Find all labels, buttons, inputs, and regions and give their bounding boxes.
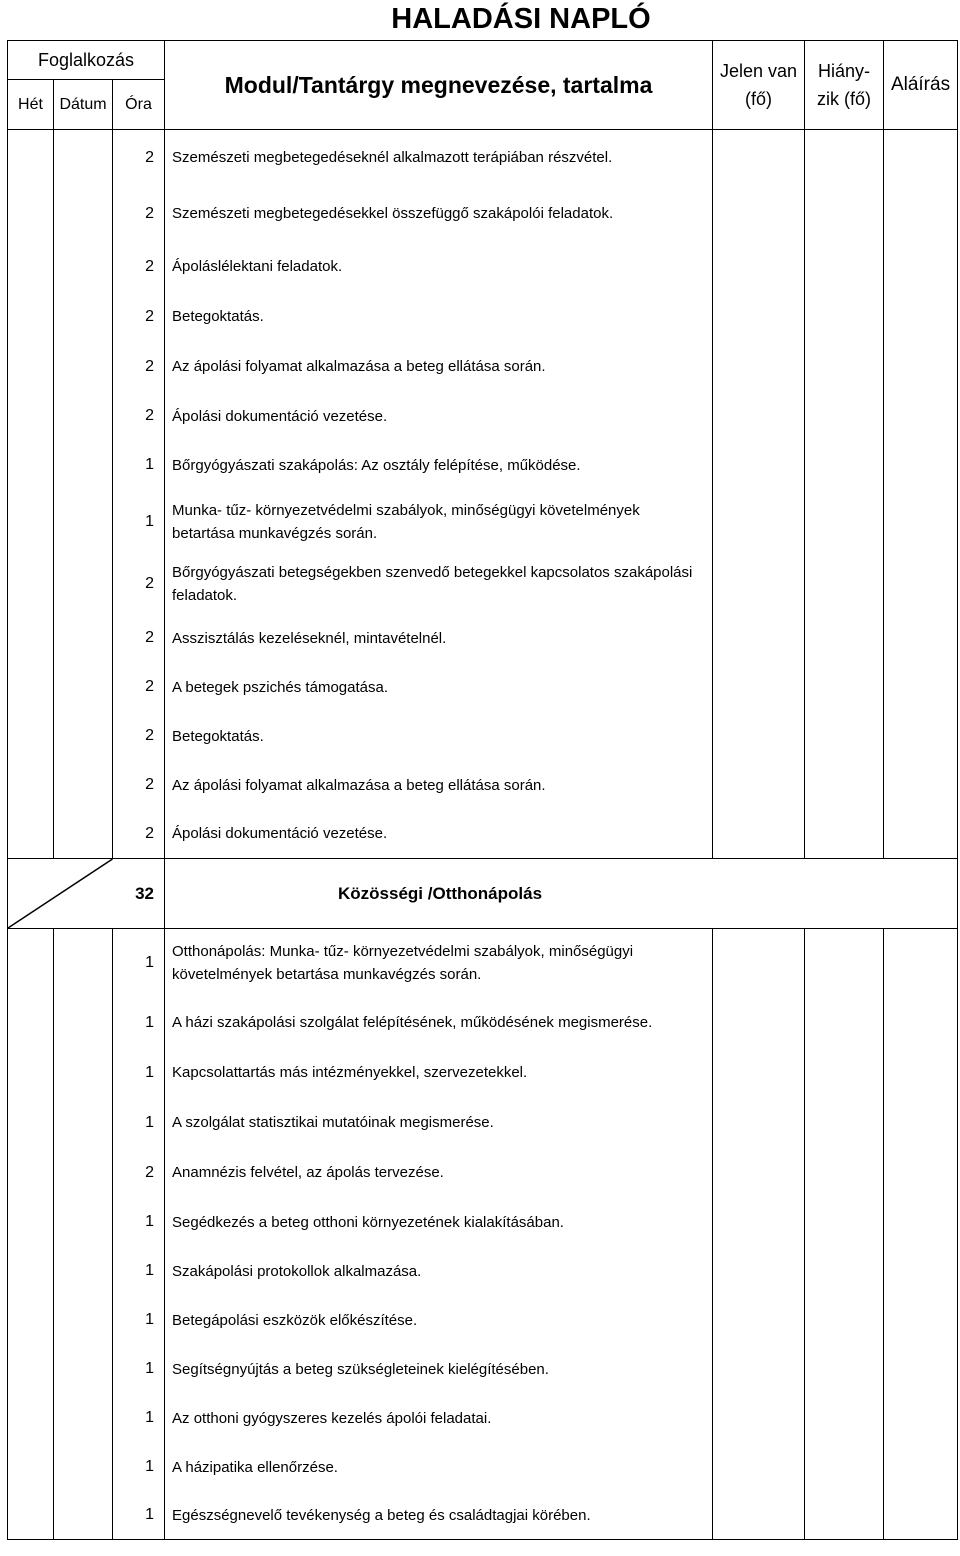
het-cell[interactable] — [8, 1345, 54, 1394]
alairas-cell[interactable] — [884, 614, 958, 663]
het-cell[interactable] — [8, 810, 54, 859]
hours-cell: 2 — [113, 761, 165, 810]
topic-cell: A betegek pszichés támogatása. — [165, 663, 713, 712]
table-row — [8, 186, 958, 242]
hiany-cell[interactable] — [805, 663, 884, 712]
topic-cell: Ápoláslélektani feladatok. — [165, 242, 713, 292]
hours-cell: 1 — [113, 441, 165, 490]
diagonal-line-icon — [8, 859, 113, 928]
hours-cell: 1 — [113, 1098, 165, 1148]
hiany-cell[interactable] — [805, 1148, 884, 1198]
hours-cell: 1 — [113, 1394, 165, 1443]
table-row — [8, 554, 958, 614]
block-section-header — [8, 859, 958, 929]
section-diagonal-cell — [8, 859, 113, 929]
het-cell[interactable] — [8, 292, 54, 342]
hiany-cell[interactable] — [805, 712, 884, 761]
hours-cell: 2 — [113, 1148, 165, 1198]
topic-cell: A szolgálat statisztikai mutatóinak megismerése. — [165, 1098, 713, 1148]
table-row — [8, 1098, 958, 1148]
table-row — [8, 712, 958, 761]
table-row — [8, 929, 958, 998]
het-cell[interactable] — [8, 614, 54, 663]
datum-cell[interactable] — [54, 292, 113, 342]
alairas-cell[interactable] — [884, 810, 958, 859]
jelen-cell[interactable] — [713, 1492, 805, 1540]
het-cell[interactable] — [8, 712, 54, 761]
table-row — [8, 1394, 958, 1443]
topic-cell: Otthonápolás: Munka- tűz- környezetvédelmi szabályok, minőségügyi követelmények betartása munkavégzés során. — [165, 929, 713, 998]
hiany-cell[interactable] — [805, 441, 884, 490]
hiany-cell[interactable] — [805, 554, 884, 614]
hiany-cell[interactable] — [805, 130, 884, 186]
topic-cell: Segítségnyújtás a beteg szükségleteinek kielégítésében. — [165, 1345, 713, 1394]
het-cell[interactable] — [8, 1492, 54, 1540]
datum-cell[interactable] — [54, 1098, 113, 1148]
datum-cell[interactable] — [54, 441, 113, 490]
topic-cell: Anamnézis felvétel, az ápolás tervezése. — [165, 1148, 713, 1198]
table-row — [8, 392, 958, 441]
het-cell[interactable] — [8, 1098, 54, 1148]
datum-cell[interactable] — [54, 554, 113, 614]
progress-log-table — [7, 40, 958, 1540]
datum-cell[interactable] — [54, 186, 113, 242]
topic-cell: Asszisztálás kezeléseknél, mintavételnél. — [165, 614, 713, 663]
alairas-cell[interactable] — [884, 1492, 958, 1540]
alairas-cell[interactable] — [884, 1048, 958, 1098]
het-cell[interactable] — [8, 1394, 54, 1443]
het-cell[interactable] — [8, 441, 54, 490]
header-datum: Dátum — [54, 80, 113, 130]
table-row — [8, 242, 958, 292]
topic-cell: Kapcsolattartás más intézményekkel, szervezetekkel. — [165, 1048, 713, 1098]
hours-cell: 2 — [113, 242, 165, 292]
header-foglalkozas: Foglalkozás — [8, 41, 165, 80]
jelen-cell[interactable] — [713, 663, 805, 712]
jelen-cell[interactable] — [713, 490, 805, 554]
alairas-cell[interactable] — [884, 1148, 958, 1198]
hiany-cell[interactable] — [805, 614, 884, 663]
block-otthonapolas — [8, 929, 958, 1540]
topic-cell: Egészségnevelő tevékenység a beteg és családtagjai körében. — [165, 1492, 713, 1540]
hours-cell: 2 — [113, 554, 165, 614]
jelen-cell[interactable] — [713, 761, 805, 810]
hiany-cell[interactable] — [805, 1247, 884, 1296]
hiany-cell[interactable] — [805, 1048, 884, 1098]
jelen-cell[interactable] — [713, 614, 805, 663]
section-title: Közösségi /Otthonápolás — [165, 859, 958, 929]
datum-cell[interactable] — [54, 1394, 113, 1443]
header-hianyzik — [805, 41, 884, 130]
hours-cell: 2 — [113, 614, 165, 663]
header-alairas: Aláírás — [884, 41, 958, 130]
hours-cell: 2 — [113, 130, 165, 186]
het-cell[interactable] — [8, 998, 54, 1048]
jelen-cell[interactable] — [713, 554, 805, 614]
hours-cell: 2 — [113, 663, 165, 712]
datum-cell[interactable] — [54, 1198, 113, 1247]
section-row — [8, 859, 958, 929]
section-hours: 32 — [113, 859, 165, 929]
alairas-cell[interactable] — [884, 490, 958, 554]
jelen-cell[interactable] — [713, 1098, 805, 1148]
topic-cell: Ápolási dokumentáció vezetése. — [165, 810, 713, 859]
topic-cell: Bőrgyógyászati szakápolás: Az osztály felépítése, működése. — [165, 441, 713, 490]
hours-cell: 2 — [113, 810, 165, 859]
block-szakapolas — [8, 130, 958, 859]
table-row — [8, 130, 958, 186]
topic-cell: Ápolási dokumentáció vezetése. — [165, 392, 713, 441]
topic-cell: Bőrgyógyászati betegségekben szenvedő betegekkel kapcsolatos szakápolási feladatok. — [165, 554, 713, 614]
alairas-cell[interactable] — [884, 242, 958, 292]
het-cell[interactable] — [8, 1148, 54, 1198]
jelen-cell[interactable] — [713, 186, 805, 242]
topic-cell: Betegoktatás. — [165, 292, 713, 342]
het-cell[interactable] — [8, 929, 54, 998]
table-row — [8, 1345, 958, 1394]
datum-cell[interactable] — [54, 490, 113, 554]
het-cell[interactable] — [8, 1443, 54, 1492]
hours-cell: 1 — [113, 1048, 165, 1098]
datum-cell[interactable] — [54, 1443, 113, 1492]
table-row — [8, 1247, 958, 1296]
alairas-cell[interactable] — [884, 1296, 958, 1345]
alairas-cell[interactable] — [884, 998, 958, 1048]
table-row — [8, 1443, 958, 1492]
header-het: Hét — [8, 80, 54, 130]
header-jelen-van — [713, 41, 805, 130]
datum-cell[interactable] — [54, 1345, 113, 1394]
jelen-cell[interactable] — [713, 1345, 805, 1394]
hiany-cell[interactable] — [805, 1098, 884, 1148]
hiany-cell[interactable] — [805, 810, 884, 859]
hiany-cell[interactable] — [805, 1296, 884, 1345]
topic-cell: Szemészeti megbetegedésekkel összefüggő szakápolói feladatok. — [165, 186, 713, 242]
jelen-cell[interactable] — [713, 1443, 805, 1492]
jelen-cell[interactable] — [713, 242, 805, 292]
datum-cell[interactable] — [54, 342, 113, 392]
header-hiany-line2: zik (fő) — [817, 89, 872, 109]
jelen-cell[interactable] — [713, 1296, 805, 1345]
alairas-cell[interactable] — [884, 441, 958, 490]
datum-cell[interactable] — [54, 929, 113, 998]
table-row — [8, 490, 958, 554]
table-row — [8, 1296, 958, 1345]
jelen-cell[interactable] — [713, 130, 805, 186]
datum-cell[interactable] — [54, 761, 113, 810]
het-cell[interactable] — [8, 1198, 54, 1247]
topic-cell: Szemészeti megbetegedéseknél alkalmazott terápiában részvétel. — [165, 130, 713, 186]
hours-cell: 1 — [113, 1492, 165, 1540]
header-jelen-line2: (fő) — [745, 89, 773, 109]
hiany-cell[interactable] — [805, 761, 884, 810]
hours-cell: 1 — [113, 1296, 165, 1345]
jelen-cell[interactable] — [713, 342, 805, 392]
het-cell[interactable] — [8, 554, 54, 614]
header-hiany-line1: Hiány- — [818, 61, 871, 81]
hiany-cell[interactable] — [805, 242, 884, 292]
het-cell[interactable] — [8, 186, 54, 242]
het-cell[interactable] — [8, 490, 54, 554]
topic-cell: Az ápolási folyamat alkalmazása a beteg ellátása során. — [165, 342, 713, 392]
table-row — [8, 342, 958, 392]
alairas-cell[interactable] — [884, 1198, 958, 1247]
hiany-cell[interactable] — [805, 392, 884, 441]
het-cell[interactable] — [8, 1296, 54, 1345]
table-row — [8, 998, 958, 1048]
table-row — [8, 1198, 958, 1247]
alairas-cell[interactable] — [884, 292, 958, 342]
hours-cell: 2 — [113, 392, 165, 441]
jelen-cell[interactable] — [713, 712, 805, 761]
topic-cell: Munka- tűz- környezetvédelmi szabályok, minőségügyi követelmények betartása munkavégzés során. — [165, 490, 713, 554]
jelen-cell[interactable] — [713, 1148, 805, 1198]
alairas-cell[interactable] — [884, 392, 958, 441]
hiany-cell[interactable] — [805, 1394, 884, 1443]
hiany-cell[interactable] — [805, 1345, 884, 1394]
het-cell[interactable] — [8, 242, 54, 292]
alairas-cell[interactable] — [884, 1247, 958, 1296]
alairas-cell[interactable] — [884, 712, 958, 761]
jelen-cell[interactable] — [713, 1394, 805, 1443]
hours-cell: 1 — [113, 1345, 165, 1394]
table-row — [8, 761, 958, 810]
datum-cell[interactable] — [54, 1148, 113, 1198]
alairas-cell[interactable] — [884, 130, 958, 186]
table-row — [8, 1492, 958, 1540]
hours-cell: 1 — [113, 929, 165, 998]
topic-cell: Az ápolási folyamat alkalmazása a beteg ellátása során. — [165, 761, 713, 810]
alairas-cell[interactable] — [884, 1443, 958, 1492]
datum-cell[interactable] — [54, 663, 113, 712]
hours-cell: 1 — [113, 490, 165, 554]
het-cell[interactable] — [8, 663, 54, 712]
header-ora: Óra — [113, 80, 165, 130]
table-row — [8, 614, 958, 663]
hiany-cell[interactable] — [805, 186, 884, 242]
hiany-cell[interactable] — [805, 490, 884, 554]
alairas-cell[interactable] — [884, 761, 958, 810]
het-cell[interactable] — [8, 1048, 54, 1098]
datum-cell[interactable] — [54, 712, 113, 761]
hiany-cell[interactable] — [805, 292, 884, 342]
datum-cell[interactable] — [54, 1296, 113, 1345]
jelen-cell[interactable] — [713, 392, 805, 441]
datum-cell[interactable] — [54, 1247, 113, 1296]
header-modul: Modul/Tantárgy megnevezése, tartalma — [165, 41, 713, 130]
hiany-cell[interactable] — [805, 1492, 884, 1540]
alairas-cell[interactable] — [884, 342, 958, 392]
datum-cell[interactable] — [54, 614, 113, 663]
hours-cell: 1 — [113, 1198, 165, 1247]
table-row — [8, 1048, 958, 1098]
jelen-cell[interactable] — [713, 441, 805, 490]
alairas-cell[interactable] — [884, 554, 958, 614]
table-row — [8, 663, 958, 712]
alairas-cell[interactable] — [884, 1345, 958, 1394]
datum-cell[interactable] — [54, 810, 113, 859]
topic-cell: Szakápolási protokollok alkalmazása. — [165, 1247, 713, 1296]
datum-cell[interactable] — [54, 1048, 113, 1098]
header-jelen-line1: Jelen van — [719, 61, 798, 81]
datum-cell[interactable] — [54, 242, 113, 292]
jelen-cell[interactable] — [713, 929, 805, 998]
page-title: HALADÁSI NAPLÓ — [391, 3, 651, 35]
topic-cell: A házipatika ellenőrzése. — [165, 1443, 713, 1492]
datum-cell[interactable] — [54, 130, 113, 186]
alairas-cell[interactable] — [884, 1394, 958, 1443]
topic-cell: Betegoktatás. — [165, 712, 713, 761]
alairas-cell[interactable] — [884, 929, 958, 998]
hours-cell: 1 — [113, 998, 165, 1048]
het-cell[interactable] — [8, 1247, 54, 1296]
het-cell[interactable] — [8, 130, 54, 186]
jelen-cell[interactable] — [713, 292, 805, 342]
table-row — [8, 441, 958, 490]
table-row — [8, 1148, 958, 1198]
alairas-cell[interactable] — [884, 1098, 958, 1148]
hiany-cell[interactable] — [805, 342, 884, 392]
hours-cell: 2 — [113, 712, 165, 761]
topic-cell: Betegápolási eszközök előkészítése. — [165, 1296, 713, 1345]
topic-cell: Segédkezés a beteg otthoni környezetének kialakításában. — [165, 1198, 713, 1247]
hours-cell: 2 — [113, 186, 165, 242]
hours-cell: 2 — [113, 342, 165, 392]
hours-cell: 1 — [113, 1443, 165, 1492]
alairas-cell[interactable] — [884, 663, 958, 712]
table-row — [8, 292, 958, 342]
hours-cell: 2 — [113, 292, 165, 342]
hiany-cell[interactable] — [805, 1198, 884, 1247]
topic-cell: Az otthoni gyógyszeres kezelés ápolói feladatai. — [165, 1394, 713, 1443]
jelen-cell[interactable] — [713, 1048, 805, 1098]
datum-cell[interactable] — [54, 998, 113, 1048]
alairas-cell[interactable] — [884, 186, 958, 242]
jelen-cell[interactable] — [713, 998, 805, 1048]
hours-cell: 1 — [113, 1247, 165, 1296]
hiany-cell[interactable] — [805, 1443, 884, 1492]
jelen-cell[interactable] — [713, 810, 805, 859]
het-cell[interactable] — [8, 392, 54, 441]
jelen-cell[interactable] — [713, 1198, 805, 1247]
datum-cell[interactable] — [54, 1492, 113, 1540]
topic-cell: A házi szakápolási szolgálat felépítésének, működésének megismerése. — [165, 998, 713, 1048]
table-row — [8, 810, 958, 859]
het-cell[interactable] — [8, 342, 54, 392]
hiany-cell[interactable] — [805, 929, 884, 998]
jelen-cell[interactable] — [713, 1247, 805, 1296]
datum-cell[interactable] — [54, 392, 113, 441]
hiany-cell[interactable] — [805, 998, 884, 1048]
het-cell[interactable] — [8, 761, 54, 810]
